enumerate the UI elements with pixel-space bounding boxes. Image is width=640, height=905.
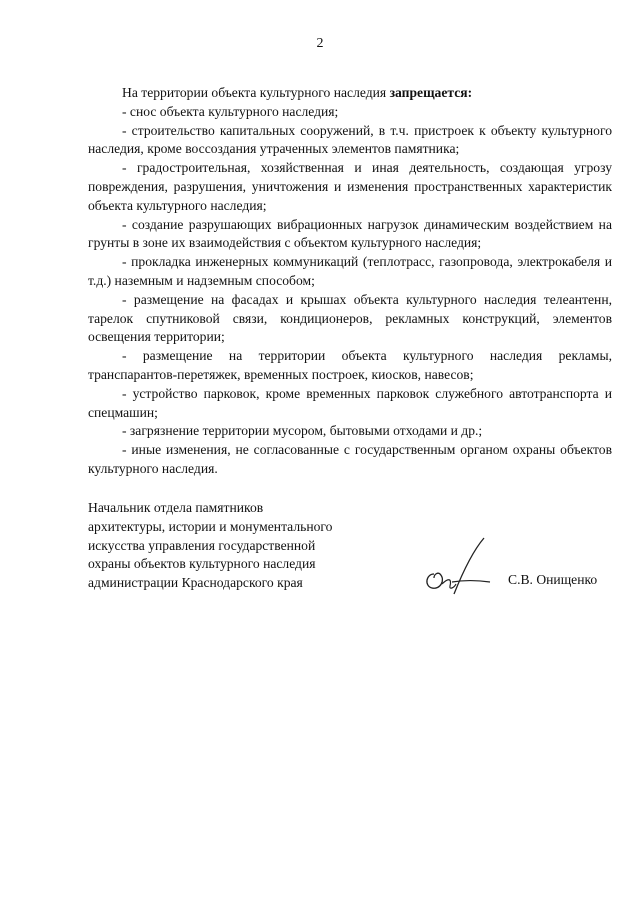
list-item: - устройство парковок, кроме временных парковок служебного автотранспорта и спецмашин; bbox=[88, 385, 612, 420]
list-item: - снос объекта культурного наследия; bbox=[122, 103, 339, 119]
list-item: - создание разрушающих вибрационных нагрузок динамическим воздействием на грунты в зоне их взаимодействия с объектом культурного наследия; bbox=[88, 216, 612, 251]
signatory-name: С.В. Онищенко bbox=[508, 572, 598, 587]
handwritten-signature bbox=[412, 534, 492, 604]
list-item: - размещение на территории объекта культурного наследия рекламы, транспарантов-перетяжек, временных построек, киосков, навесов; bbox=[88, 348, 612, 382]
list-item: - загрязнение территории мусором, бытовыми отходами и др.; bbox=[122, 423, 483, 439]
signatory-title-line: администрации Краснодарского края bbox=[88, 575, 303, 591]
list-item: - градостроительная, хозяйственная и иная деятельность, создающая угрозу повреждения, разрушения, уничтожения и изменения пространственных характеристик объекта культурного наследия; bbox=[88, 160, 612, 213]
list-item: - прокладка инженерных коммуникаций (теплотрасс, газопровода, электрокабеля и т.д.) наземным и надземным способом; bbox=[88, 254, 612, 288]
signatory-title bbox=[88, 499, 388, 593]
list-item: - размещение на фасадах и крышах объекта культурного наследия телеантенн, тарелок спутниковой связи, кондиционеров, рекламных конструкций, элементов освещения территории; bbox=[88, 291, 612, 345]
list-item: - иные изменения, не согласованные с государственным органом охраны объектов культурного наследия. bbox=[88, 442, 612, 476]
signatory-title-line: искусства управления государственной bbox=[88, 537, 316, 553]
intro-emphasis: запрещается: bbox=[389, 85, 473, 100]
page-number: 2 bbox=[316, 36, 324, 51]
intro-paragraph bbox=[88, 84, 612, 103]
signatory-title-line: охраны объектов культурного наследия bbox=[88, 556, 316, 572]
document-body bbox=[88, 84, 612, 479]
list-item: - строительство капитальных сооружений, в т.ч. пристроек к объекту культурного наследия, кроме воссоздания утраченных элементов памятника; bbox=[88, 122, 612, 157]
signatory-title-line: Начальник отдела памятников bbox=[88, 500, 264, 515]
signatory-title-line: архитектуры, истории и монументального bbox=[88, 518, 333, 534]
intro-text: На территории объекта культурного наследия bbox=[122, 85, 390, 100]
